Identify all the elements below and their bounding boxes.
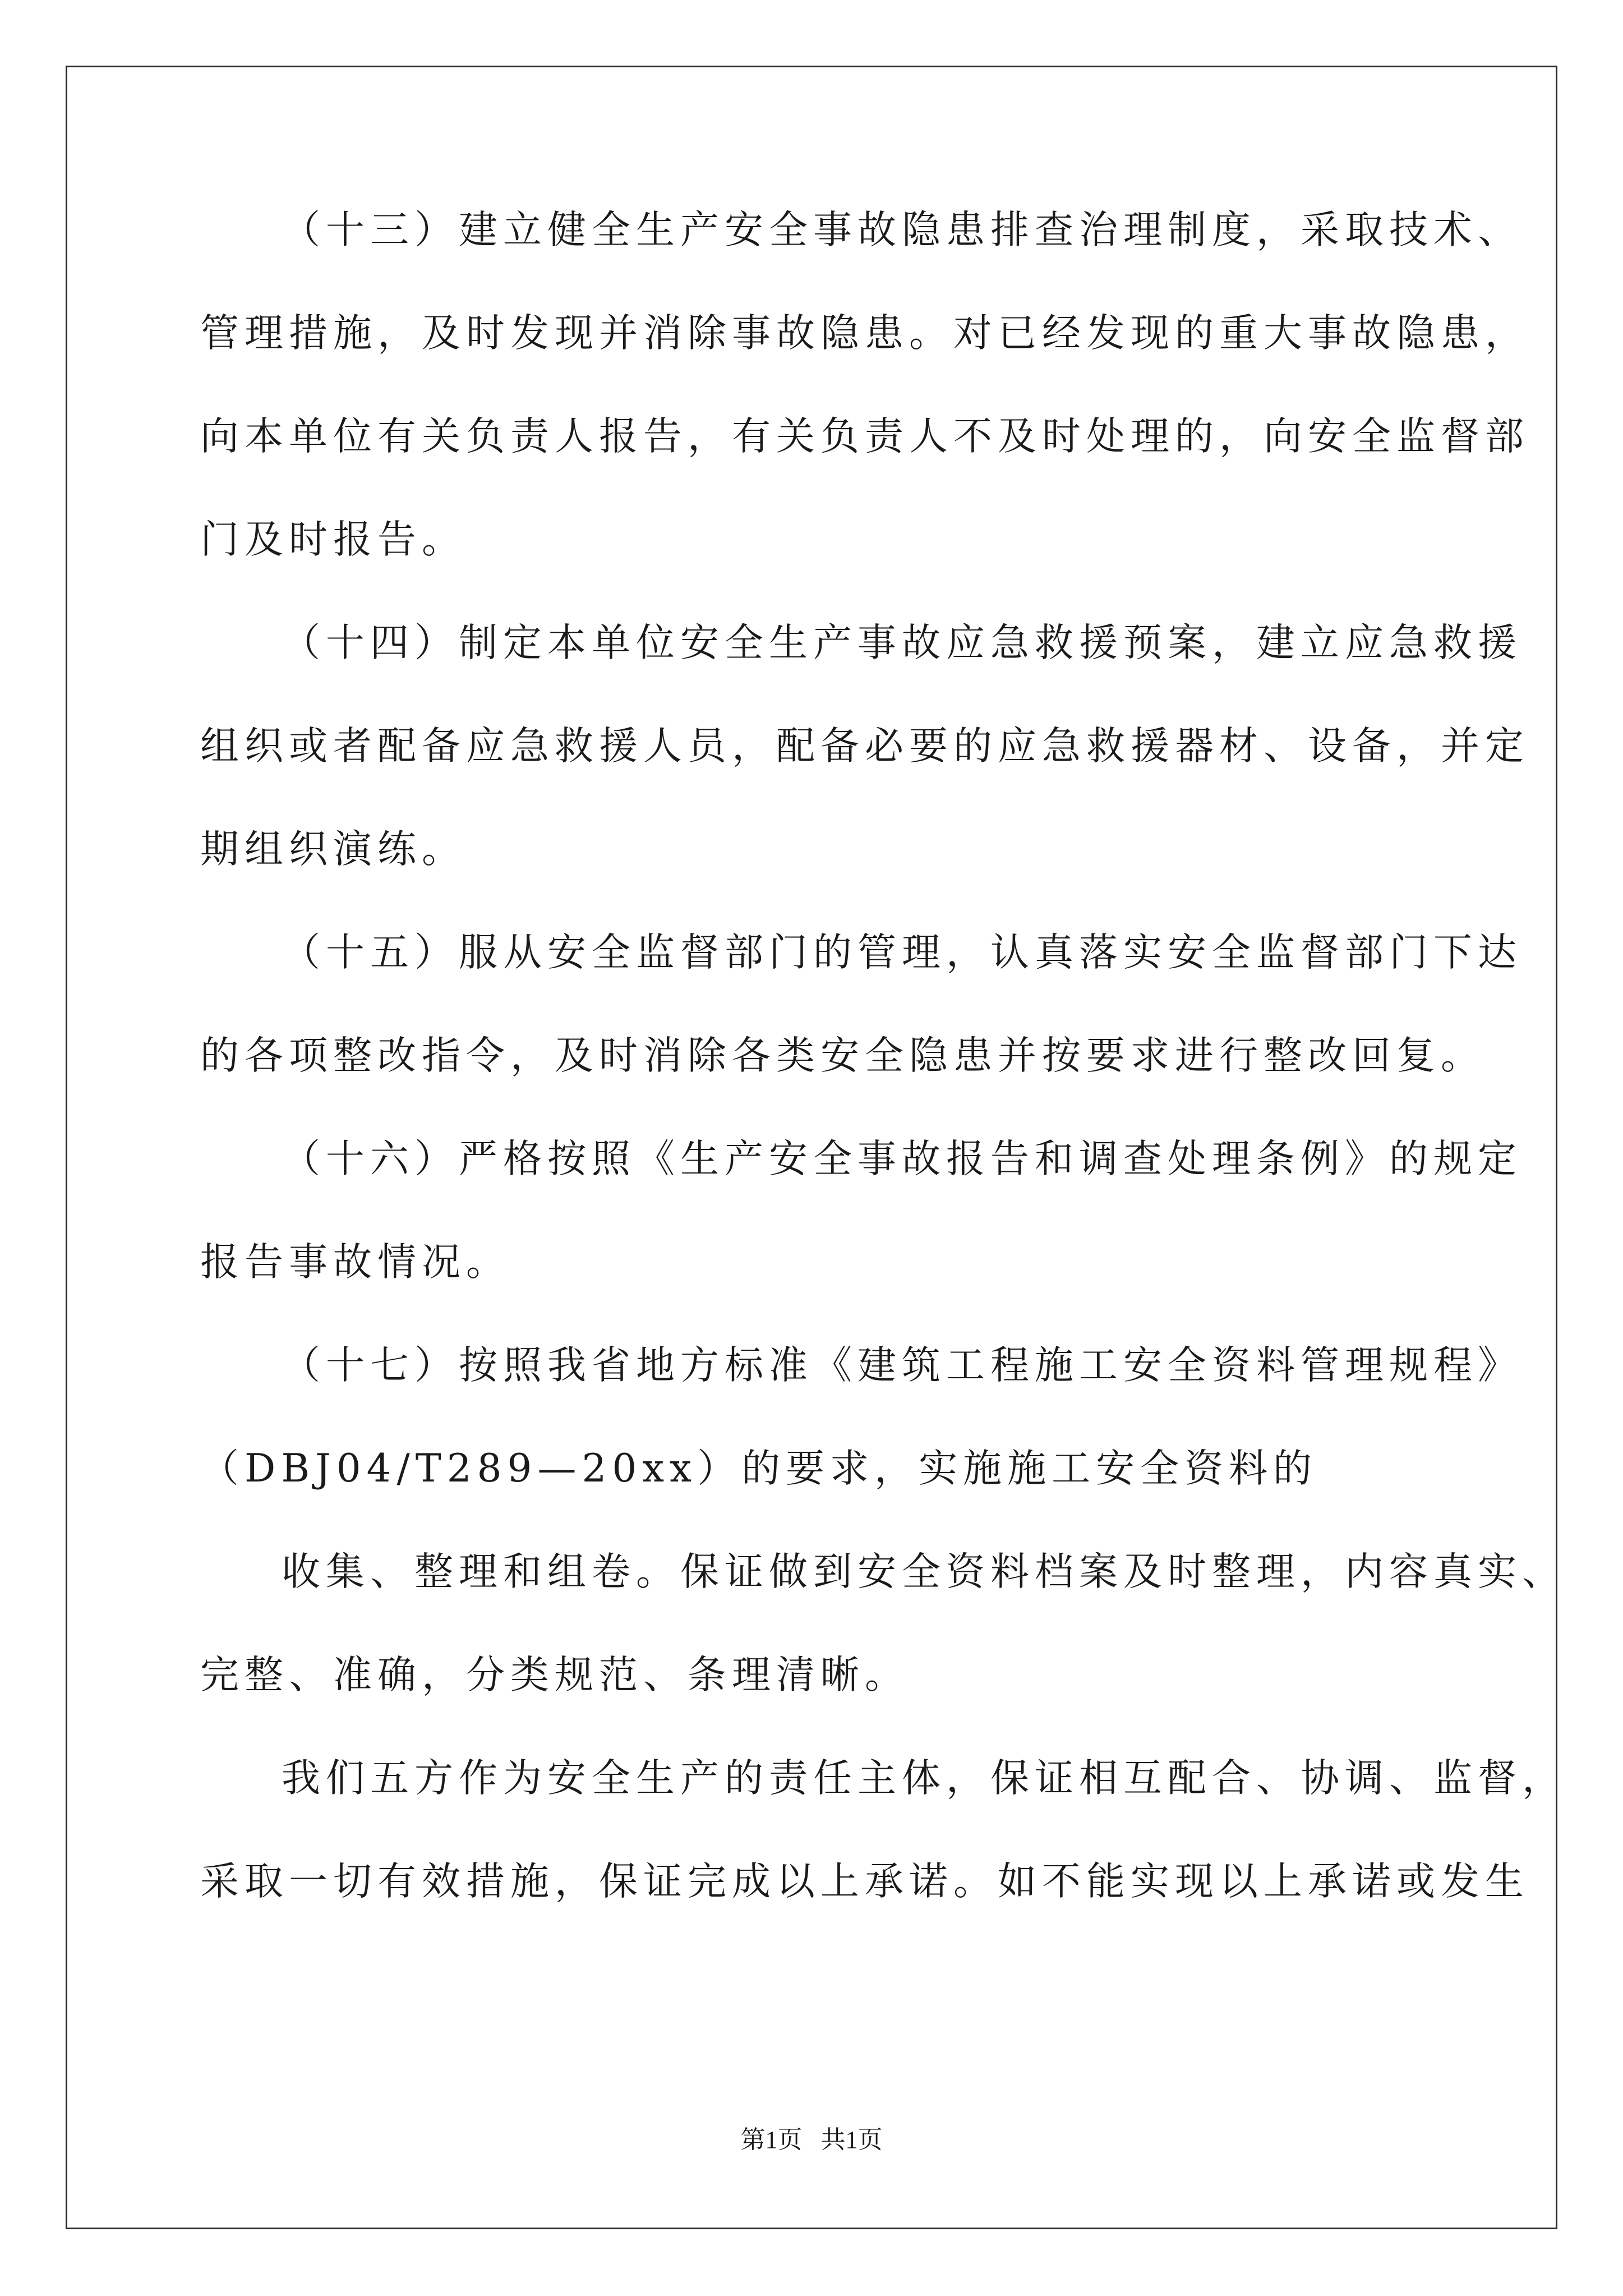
paragraph-17-line-1: （十七）按照我省地方标准《建筑工程施工安全资料管理规程》 <box>282 1343 1522 1388</box>
paragraph-15-line-1: （十五）服从安全监督部门的管理，认真落实安全监督部门下达 <box>282 930 1522 975</box>
paragraph-13-line-1: （十三）建立健全生产安全事故隐患排查治理制度，采取技术、 <box>282 208 1522 252</box>
paragraph-13-line-4: 门及时报告。 <box>200 517 466 562</box>
paragraph-14-line-1: （十四）制定本单位安全生产事故应急救援预案，建立应急救援 <box>282 620 1522 665</box>
paragraph-19-line-1: 我们五方作为安全生产的责任主体，保证相互配合、协调、监督， <box>282 1756 1566 1801</box>
paragraph-16-line-1: （十六）严格按照《生产安全事故报告和调查处理条例》的规定 <box>282 1137 1522 1181</box>
paragraph-18-line-2: 完整、准确，分类规范、条理清晰。 <box>200 1653 909 1697</box>
paragraph-19-line-2: 采取一切有效措施，保证完成以上承诺。如不能实现以上承诺或发生 <box>200 1859 1529 1904</box>
paragraph-16-line-2: 报告事故情况。 <box>200 1240 510 1285</box>
page-number-footer: 第1页 共1页 <box>740 2126 883 2154</box>
paragraph-17-line-2: （DBJ04/T289—20xx）的要求，实施施工安全资料的 <box>200 1446 1318 1491</box>
paragraph-18-line-1: 收集、整理和组卷。保证做到安全资料档案及时整理，内容真实、 <box>282 1549 1566 1594</box>
paragraph-13-line-3: 向本单位有关负责人报告，有关负责人不及时处理的，向安全监督部 <box>200 414 1529 459</box>
paragraph-14-line-2: 组织或者配备应急救援人员，配备必要的应急救援器材、设备，并定 <box>200 724 1529 769</box>
paragraph-14-line-3: 期组织演练。 <box>200 827 466 872</box>
paragraph-15-line-2: 的各项整改指令，及时消除各类安全隐患并按要求进行整改回复。 <box>200 1033 1485 1078</box>
paragraph-13-line-2: 管理措施，及时发现并消除事故隐患。对已经发现的重大事故隐患， <box>200 311 1529 356</box>
